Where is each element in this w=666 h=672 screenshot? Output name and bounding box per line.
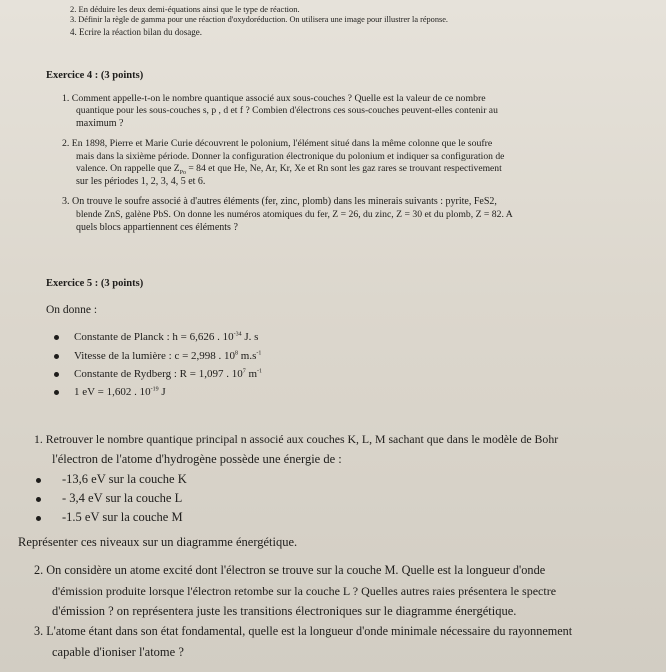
ex4-q3-line1: 3. On trouve le soufre associé à d'autres éléments (fer, zinc, plomb) dans les minerais suivants : pyrite, FeS2, <box>62 196 497 207</box>
ex5-represent-instruction: Représenter ces niveaux sur un diagramme énergétique. <box>18 535 298 549</box>
exercise-4-title: Exercice 4 : (3 points) <box>46 70 144 81</box>
ex4-q2-line3: valence. On rappelle que $Z_{Po} = 84$ et que He, Ne, Ar, Kr, Xe et Rn sont les gaz rares se trouvant respectivement <box>76 163 502 176</box>
ex4-q2-line2: mais dans la sixième période. Donner la configuration électronique du polonium et indiquer sa configuration de <box>76 151 505 162</box>
energy-level-k: -13,6 eV sur la couche K <box>62 472 187 486</box>
energy-level-m: -1.5 eV sur la couche M <box>62 510 183 524</box>
constant-light-speed: Vitesse de la lumière : c = 2,998 . $10^8$ $m.s^{-1}$ <box>74 350 262 362</box>
constant-ev: 1 eV = 1,602 . $10^{-19}$ J <box>74 386 166 398</box>
energy-level-l: - 3,4 eV sur la couche L <box>62 491 183 505</box>
top-question-2: 2. En déduire les deux demi-équations ainsi que le type de réaction. <box>70 4 300 14</box>
bullet-icon <box>36 516 41 521</box>
ex4-q2-line4: sur les périodes 1, 2, 3, 4, 5 et 6. <box>76 176 206 187</box>
ex5-q3-line2: capable d'ioniser l'atome ? <box>52 645 184 659</box>
ex5-q1-line2: l'électron de l'atome d'hydrogène possède une énergie de : <box>52 452 342 466</box>
constant-planck: Constante de Planck : h = 6,626 . $10^{-34}$ J. s <box>74 331 259 343</box>
ex5-q2-line1: 2. On considère un atome excité dont l'électron se trouve sur la couche M. Quelle est la longueur d'onde <box>34 563 546 577</box>
ex4-q3-line2: blende ZnS, galène PbS. On donne les numéros atomiques du fer, Z = 26, du zinc, Z = 30 et du plomb, Z = 82. A <box>76 209 513 220</box>
top-question-3: 3. Définir la règle de gamma pour une réaction d'oxydoréduction. On utilisera une image pour illustrer la réponse. <box>70 15 448 24</box>
bullet-icon <box>54 354 59 359</box>
ex4-q1-line3: maximum ? <box>76 118 124 129</box>
bullet-icon <box>54 390 59 395</box>
ex5-on-donne: On donne : <box>46 304 98 316</box>
ex5-q1-line1: 1. Retrouver le nombre quantique principal n associé aux couches K, L, M sachant que dans le modèle de Bohr <box>34 432 559 446</box>
ex4-q1-line2: quantique pour les sous-couches s, p , d et f ? Combien d'électrons ces sous-couches peuvent-elles contenir au <box>76 105 498 116</box>
bullet-icon <box>54 372 59 377</box>
bullet-icon <box>36 478 41 483</box>
constant-rydberg: Constante de Rydberg : R = 1,097 . $10^7$ $m^{-1}$ <box>74 368 263 380</box>
exercise-5-title: Exercice 5 : (3 points) <box>46 278 144 289</box>
ex5-q2-line2: d'émission produite lorsque l'électron retombe sur la couche L ? Quelles autres raies présentera le spectre <box>52 584 557 598</box>
bullet-icon <box>36 497 41 502</box>
ex4-q3-line3: quels blocs appartiennent ces éléments ? <box>76 222 238 233</box>
ex5-q3-line1: 3. L'atome étant dans son état fondamental, quelle est la longueur d'onde minimale nécessaire du rayonnement <box>34 624 573 638</box>
ex4-q1-line1: 1. Comment appelle-t-on le nombre quantique associé aux sous-couches ? Quelle est la valeur de ce nombre <box>62 93 486 104</box>
bullet-icon <box>54 335 59 340</box>
ex4-q2-line1: 2. En 1898, Pierre et Marie Curie découvrent le polonium, l'élément situé dans la même colonne que le soufre <box>62 138 493 149</box>
ex5-q2-line3: d'émission ? on représentera juste les transitions électroniques sur le diagramme énergétique. <box>52 604 517 618</box>
top-question-4: 4. Ecrire la réaction bilan du dosage. <box>70 27 202 37</box>
